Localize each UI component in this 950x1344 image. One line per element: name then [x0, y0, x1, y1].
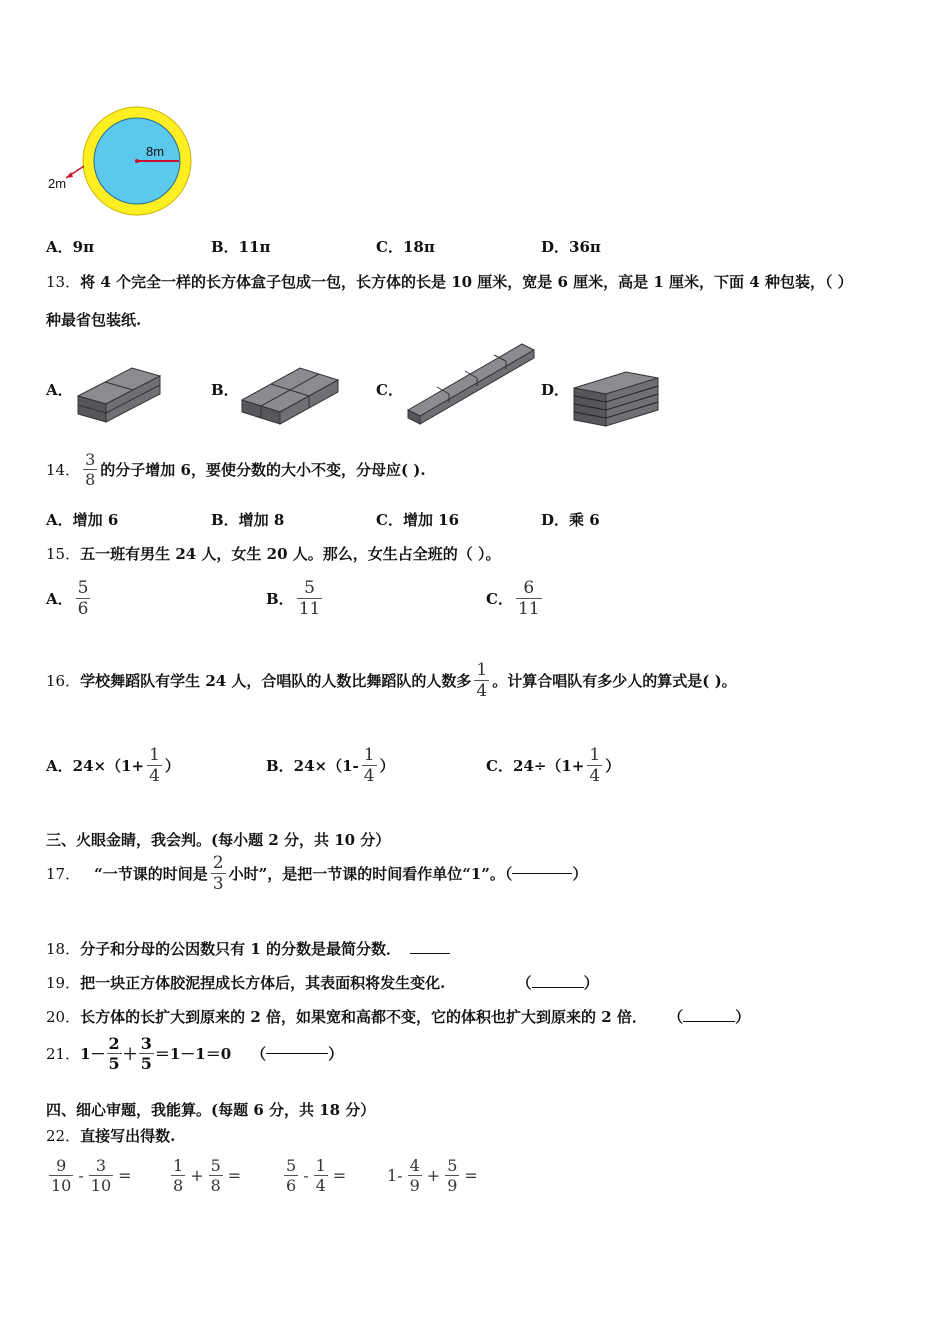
- q15-option-a-fraction: [76, 578, 91, 620]
- q22-e1-fraction-a: [49, 1156, 73, 1195]
- q21-fraction-1-numerator: 2: [108, 1034, 120, 1053]
- q16-option-a-denominator: 4: [149, 766, 160, 787]
- q19-open-paren: （: [516, 974, 532, 992]
- q21-open-paren: （: [251, 1045, 267, 1064]
- q12-option-b[interactable]: B．11π: [211, 238, 271, 256]
- q18-text: 分子和分母的公因数只有 1 的分数是最简分数．: [80, 940, 401, 958]
- q16-option-c[interactable]: [486, 745, 620, 787]
- q22-e2-a-numerator: 1: [173, 1156, 184, 1175]
- q17-numerator: 2: [212, 853, 224, 873]
- q22-line: [46, 1125, 175, 1146]
- q17-close-paren: ）: [572, 865, 588, 884]
- center-dot: [135, 159, 139, 163]
- q22-e1-b-numerator: 3: [95, 1156, 107, 1175]
- q13-line2: 种最省包装纸.: [46, 311, 142, 329]
- q16-option-b[interactable]: [266, 745, 395, 787]
- q12-option-d[interactable]: D．36π: [541, 238, 601, 256]
- q16-option-a-label: A．24×（1+: [46, 757, 145, 776]
- q17-text-a: “一节课的时间是: [94, 865, 208, 884]
- q22-e1-fraction-b: [89, 1156, 113, 1195]
- q20-open-paren: （: [668, 1008, 684, 1026]
- q13-option-a[interactable]: A．: [46, 381, 73, 399]
- q22-expression-2: [168, 1156, 243, 1195]
- q14-numerator: 3: [85, 450, 96, 469]
- q22-e1-a-numerator: 9: [56, 1156, 67, 1175]
- q15-option-c-label: C．: [486, 590, 513, 609]
- q22-e4-fraction-a: [408, 1156, 422, 1195]
- q22-number: 22．: [46, 1127, 81, 1145]
- q14-option-a[interactable]: A．增加 6: [46, 511, 119, 529]
- q14-line: [46, 450, 426, 489]
- section-4-title: 四、细心审题，我能算。(每题 6 分，共 18 分）: [46, 1101, 376, 1119]
- q22-e4-equals: =: [464, 1166, 478, 1186]
- q18-number: 18．: [46, 940, 81, 958]
- q14-option-b[interactable]: B．增加 8: [211, 511, 285, 529]
- q15-option-c[interactable]: [486, 578, 545, 620]
- q19-line: [46, 972, 599, 993]
- q21-part-2: ＋: [122, 1045, 138, 1064]
- inner-radius-label: 8m: [146, 144, 165, 159]
- q15-option-a[interactable]: [46, 578, 93, 620]
- q12-option-c[interactable]: C．18π: [376, 238, 435, 256]
- q13-option-d[interactable]: D．: [541, 381, 570, 399]
- q14-option-c[interactable]: C．增加 16: [376, 511, 460, 529]
- q22-text: 直接写出得数.: [80, 1127, 176, 1145]
- q22-e2-operator: +: [190, 1166, 204, 1186]
- q22-expression-4: [385, 1156, 480, 1195]
- q21-fraction-2-numerator: 3: [140, 1034, 152, 1053]
- q16-option-c-fraction: [587, 745, 602, 787]
- arrow-head: [66, 172, 73, 178]
- q16-text-a: 学校舞蹈队有学生 24 人，合唱队的人数比舞蹈队的人数多: [80, 672, 472, 691]
- q16-option-a-fraction: [147, 745, 162, 787]
- q17-fraction: [211, 853, 226, 895]
- q21-number: 21．: [46, 1045, 81, 1064]
- q16-option-b-label: B．24×（1-: [266, 757, 359, 776]
- q13-box-b-image: [238, 364, 342, 428]
- q21-part-3: ＝1－1＝0: [154, 1045, 232, 1064]
- q16-option-c-denominator: 4: [589, 766, 601, 787]
- q16-option-b-denominator: 4: [363, 766, 375, 787]
- q22-e3-a-numerator: 5: [286, 1156, 297, 1175]
- q16-option-c-numerator: 1: [589, 745, 601, 765]
- q17-answer-blank[interactable]: [512, 873, 572, 874]
- q22-e3-fraction-a: [284, 1156, 298, 1195]
- q22-expression-1: [46, 1156, 134, 1195]
- q17-denominator: 3: [212, 874, 224, 895]
- q15-option-c-numerator: 6: [523, 578, 535, 598]
- q14-denominator: 8: [85, 470, 96, 490]
- q16-option-a-tail: ）: [164, 757, 180, 776]
- q15-option-a-numerator: 5: [77, 578, 89, 598]
- q16-option-b-fraction: [362, 745, 377, 787]
- q12-option-a[interactable]: A．9π: [46, 238, 95, 256]
- q16-option-a[interactable]: [46, 745, 180, 787]
- q20-close-paren: ）: [735, 1008, 751, 1026]
- q21-fraction-1: [107, 1034, 122, 1073]
- q22-e2-b-numerator: 5: [210, 1156, 221, 1175]
- q13-line1: [46, 271, 853, 292]
- q22-e2-a-denominator: 8: [173, 1176, 184, 1196]
- circle-ring-figure: [44, 104, 199, 220]
- q16-option-a-numerator: 1: [149, 745, 160, 765]
- q14-fraction: [83, 450, 97, 489]
- q15-option-c-fraction: [516, 578, 542, 620]
- q22-e2-fraction-a: [171, 1156, 185, 1195]
- q16-denominator: 4: [476, 681, 488, 702]
- q21-fraction-2: [139, 1034, 154, 1073]
- ring-width-label: 2m: [48, 176, 67, 191]
- q22-e3-b-denominator: 4: [315, 1176, 326, 1196]
- q22-e3-a-denominator: 6: [286, 1176, 297, 1196]
- q22-e1-b-denominator: 10: [90, 1176, 112, 1196]
- q22-e1-operator: -: [78, 1166, 84, 1186]
- q13-number: 13．: [46, 273, 81, 291]
- q22-e3-operator: -: [303, 1166, 309, 1186]
- q19-text: 把一块正方体胶泥捏成长方体后，其表面积将发生变化.: [80, 974, 446, 992]
- q13-option-c[interactable]: C．: [376, 381, 403, 399]
- q22-e4-lead: 1-: [387, 1166, 403, 1186]
- q22-e3-fraction-b: [314, 1156, 328, 1195]
- q19-answer-blank[interactable]: [532, 987, 584, 988]
- q16-option-b-tail: ）: [379, 757, 395, 776]
- q15-option-b-label: B．: [266, 590, 294, 609]
- q15-option-b-denominator: 11: [298, 599, 321, 620]
- q19-number: 19．: [46, 974, 81, 992]
- q22-e3-b-numerator: 1: [315, 1156, 326, 1175]
- q14-text: 的分子增加 6，要使分数的大小不变，分母应( ).: [100, 461, 426, 480]
- q21-line: [46, 1034, 343, 1073]
- q22-e4-b-numerator: 5: [447, 1156, 458, 1175]
- q21-fraction-2-denominator: 5: [140, 1054, 152, 1074]
- q19-close-paren: ）: [583, 974, 599, 992]
- q13-option-b[interactable]: B．: [211, 381, 239, 399]
- q14-number: 14．: [46, 461, 81, 480]
- q13-box-c-image: [404, 340, 538, 428]
- q22-e2-fraction-b: [209, 1156, 223, 1195]
- q22-e4-operator: +: [426, 1166, 441, 1186]
- q15-option-a-label: A．: [46, 590, 73, 609]
- q15-line: [46, 543, 500, 564]
- q15-option-b-fraction: [297, 578, 323, 620]
- q17-line: [46, 853, 587, 895]
- q22-e1-equals: =: [118, 1166, 132, 1186]
- q21-close-paren: ）: [328, 1045, 344, 1064]
- q13-box-d-image: [570, 366, 662, 428]
- q16-option-c-label: C．24÷（1+: [486, 757, 585, 776]
- q13-text: 将 4 个完全一样的长方体盒子包成一包，长方体的长是 10 厘米，宽是 6 厘米，高是 1 厘米，下面 4 种包装，（ ）: [80, 273, 853, 291]
- q22-e1-a-denominator: 10: [51, 1176, 72, 1196]
- q17-text-b: 小时”，是把一节课的时间看作单位“1”。（: [228, 865, 513, 884]
- q22-expression-3: [281, 1156, 348, 1195]
- q15-option-c-denominator: 11: [517, 599, 540, 620]
- q16-text-b: 。计算合唱队有多少人的算式是( )。: [492, 672, 737, 691]
- q15-number: 15．: [46, 545, 81, 563]
- q20-answer-blank[interactable]: [683, 1021, 735, 1022]
- q20-number: 20．: [46, 1008, 81, 1026]
- q21-part-1: 1－: [80, 1045, 106, 1064]
- q16-option-b-numerator: 1: [363, 745, 375, 765]
- q18-line: [46, 938, 450, 959]
- q15-text: 五一班有男生 24 人，女生 20 人。那么，女生占全班的（ ）。: [80, 545, 501, 563]
- q22-e4-a-denominator: 9: [409, 1176, 420, 1196]
- q16-option-c-tail: ）: [605, 757, 621, 776]
- q20-line: [46, 1006, 750, 1027]
- q16-fraction: [474, 660, 489, 702]
- q14-option-d[interactable]: D．乘 6: [541, 511, 600, 529]
- q22-e4-b-denominator: 9: [447, 1176, 458, 1196]
- q22-e2-equals: =: [227, 1166, 242, 1186]
- q22-e4-fraction-b: [445, 1156, 459, 1195]
- q18-answer-blank[interactable]: [410, 953, 450, 954]
- q16-number: 16．: [46, 672, 81, 691]
- q20-text: 长方体的长扩大到原来的 2 倍，如果宽和高都不变，它的体积也扩大到原来的 2 倍．: [80, 1008, 647, 1026]
- q21-answer-blank[interactable]: [266, 1053, 328, 1054]
- q21-fraction-1-denominator: 5: [108, 1054, 120, 1074]
- q22-e2-b-denominator: 8: [210, 1176, 221, 1196]
- q22-e3-equals: =: [332, 1166, 347, 1186]
- q17-number: 17．: [46, 865, 81, 884]
- q16-numerator: 1: [476, 660, 488, 680]
- q15-option-a-denominator: 6: [77, 599, 89, 620]
- q22-e4-a-numerator: 4: [409, 1156, 420, 1175]
- q15-option-b[interactable]: [266, 578, 325, 620]
- q15-option-b-numerator: 5: [304, 578, 315, 598]
- section-3-title: 三、火眼金睛，我会判。(每小题 2 分，共 10 分）: [46, 831, 391, 849]
- q16-line: [46, 660, 737, 702]
- q13-box-a-image: [74, 364, 164, 426]
